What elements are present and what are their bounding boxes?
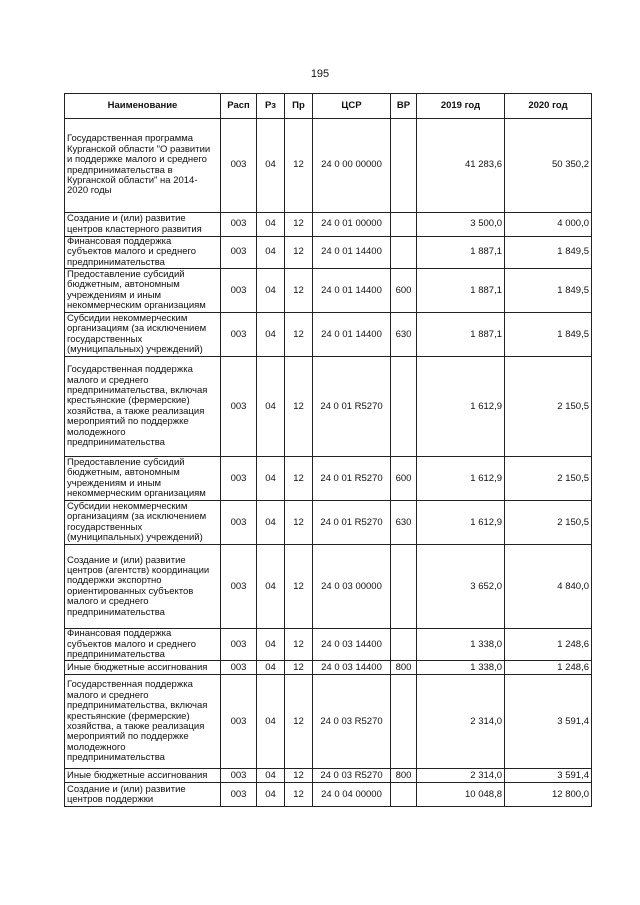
cell-rasp: 003 <box>221 769 257 783</box>
cell-csr: 24 0 01 R5270 <box>313 501 391 545</box>
cell-y2019: 1 887,1 <box>417 313 505 357</box>
cell-rz: 04 <box>257 237 285 269</box>
cell-rz: 04 <box>257 661 285 675</box>
cell-pr: 12 <box>285 545 313 629</box>
cell-name: Финансовая поддержка субъектов малого и среднего предпринимательства <box>65 629 221 661</box>
cell-name: Финансовая поддержка субъектов малого и среднего предпринимательства <box>65 237 221 269</box>
cell-name: Государственная программа Курганской области "О развитии и поддержке малого и среднего предпринимательства в Курганской области" на 2014-2020 годы <box>65 119 221 213</box>
cell-csr: 24 0 03 00000 <box>313 545 391 629</box>
cell-pr: 12 <box>285 213 313 237</box>
table-row <box>65 313 592 357</box>
table-row <box>65 661 592 675</box>
cell-pr: 12 <box>285 629 313 661</box>
table-row <box>65 629 592 661</box>
cell-y2019: 2 314,0 <box>417 675 505 769</box>
cell-name: Создание и (или) развитие центров поддержки <box>65 783 221 807</box>
cell-y2020: 3 591,4 <box>505 675 592 769</box>
cell-pr: 12 <box>285 237 313 269</box>
table-row <box>65 213 592 237</box>
cell-name: Предоставление субсидий бюджетным, автономным учреждениям и иным некоммерческим организациям <box>65 269 221 313</box>
cell-csr: 24 0 04 00000 <box>313 783 391 807</box>
table-row <box>65 237 592 269</box>
header-csr: ЦСР <box>313 94 391 119</box>
cell-rz: 04 <box>257 675 285 769</box>
cell-name: Иные бюджетные ассигнования <box>65 661 221 675</box>
cell-rasp: 003 <box>221 457 257 501</box>
cell-pr: 12 <box>285 783 313 807</box>
cell-pr: 12 <box>285 313 313 357</box>
cell-vr <box>391 213 417 237</box>
cell-y2019: 1 338,0 <box>417 629 505 661</box>
cell-pr: 12 <box>285 357 313 457</box>
cell-rz: 04 <box>257 357 285 457</box>
cell-pr: 12 <box>285 269 313 313</box>
table-row <box>65 119 592 213</box>
cell-rasp: 003 <box>221 661 257 675</box>
header-rasp: Расп <box>221 94 257 119</box>
header-vr: ВР <box>391 94 417 119</box>
cell-y2019: 1 612,9 <box>417 501 505 545</box>
cell-csr: 24 0 01 14400 <box>313 237 391 269</box>
cell-vr: 600 <box>391 457 417 501</box>
cell-vr <box>391 357 417 457</box>
budget-table <box>64 93 592 807</box>
header-rz: Рз <box>257 94 285 119</box>
cell-name: Субсидии некоммерческим организациям (за исключением государственных (муниципальных) учреждений) <box>65 501 221 545</box>
cell-csr: 24 0 01 14400 <box>313 313 391 357</box>
cell-vr: 630 <box>391 313 417 357</box>
table-row <box>65 457 592 501</box>
header-2019: 2019 год <box>417 94 505 119</box>
cell-y2020: 3 591,4 <box>505 769 592 783</box>
cell-y2020: 1 849,5 <box>505 313 592 357</box>
cell-rasp: 003 <box>221 213 257 237</box>
cell-csr: 24 0 03 R5270 <box>313 769 391 783</box>
cell-rasp: 003 <box>221 675 257 769</box>
cell-vr <box>391 119 417 213</box>
table-header-row <box>65 94 592 119</box>
cell-csr: 24 0 03 R5270 <box>313 675 391 769</box>
table-row <box>65 545 592 629</box>
cell-y2020: 1 248,6 <box>505 661 592 675</box>
cell-name: Государственная поддержка малого и среднего предпринимательства, включая крестьянские (фермерские) хозяйства, а также реализация мероприятий по поддержке молодежного предпринимательства <box>65 675 221 769</box>
cell-y2020: 1 248,6 <box>505 629 592 661</box>
cell-y2019: 1 612,9 <box>417 357 505 457</box>
cell-vr: 800 <box>391 661 417 675</box>
cell-pr: 12 <box>285 457 313 501</box>
page-number: 195 <box>310 68 330 80</box>
cell-rasp: 003 <box>221 313 257 357</box>
cell-rasp: 003 <box>221 783 257 807</box>
cell-rz: 04 <box>257 457 285 501</box>
cell-rz: 04 <box>257 545 285 629</box>
cell-csr: 24 0 00 00000 <box>313 119 391 213</box>
cell-pr: 12 <box>285 501 313 545</box>
cell-pr: 12 <box>285 769 313 783</box>
cell-pr: 12 <box>285 675 313 769</box>
cell-y2020: 2 150,5 <box>505 357 592 457</box>
cell-name: Государственная поддержка малого и среднего предпринимательства, включая крестьянские (фермерские) хозяйства, а также реализация мероприятий по поддержке молодежного предпринимательства <box>65 357 221 457</box>
cell-pr: 12 <box>285 119 313 213</box>
cell-y2020: 4 000,0 <box>505 213 592 237</box>
cell-vr: 800 <box>391 769 417 783</box>
cell-name: Субсидии некоммерческим организациям (за исключением государственных (муниципальных) учреждений) <box>65 313 221 357</box>
cell-y2019: 3 500,0 <box>417 213 505 237</box>
cell-rz: 04 <box>257 783 285 807</box>
cell-csr: 24 0 01 R5270 <box>313 457 391 501</box>
cell-rz: 04 <box>257 629 285 661</box>
cell-y2020: 2 150,5 <box>505 501 592 545</box>
cell-rasp: 003 <box>221 119 257 213</box>
cell-csr: 24 0 01 R5270 <box>313 357 391 457</box>
cell-y2020: 1 849,5 <box>505 237 592 269</box>
cell-rasp: 003 <box>221 501 257 545</box>
cell-y2019: 3 652,0 <box>417 545 505 629</box>
cell-y2020: 2 150,5 <box>505 457 592 501</box>
cell-vr: 630 <box>391 501 417 545</box>
cell-pr: 12 <box>285 661 313 675</box>
cell-vr <box>391 545 417 629</box>
cell-rasp: 003 <box>221 269 257 313</box>
cell-rasp: 003 <box>221 237 257 269</box>
cell-y2019: 1 612,9 <box>417 457 505 501</box>
cell-vr <box>391 629 417 661</box>
cell-rz: 04 <box>257 213 285 237</box>
cell-rz: 04 <box>257 501 285 545</box>
cell-y2020: 4 840,0 <box>505 545 592 629</box>
cell-csr: 24 0 03 14400 <box>313 629 391 661</box>
header-name: Наименование <box>65 94 221 119</box>
table-row <box>65 357 592 457</box>
cell-rasp: 003 <box>221 629 257 661</box>
cell-csr: 24 0 01 14400 <box>313 269 391 313</box>
cell-name: Иные бюджетные ассигнования <box>65 769 221 783</box>
table-body <box>65 119 592 807</box>
cell-name: Предоставление субсидий бюджетным, автономным учреждениям и иным некоммерческим организациям <box>65 457 221 501</box>
table-row <box>65 675 592 769</box>
cell-rasp: 003 <box>221 545 257 629</box>
header-2020: 2020 год <box>505 94 592 119</box>
table-row <box>65 501 592 545</box>
cell-vr <box>391 783 417 807</box>
cell-y2020: 1 849,5 <box>505 269 592 313</box>
cell-vr <box>391 675 417 769</box>
cell-y2019: 10 048,8 <box>417 783 505 807</box>
cell-y2019: 41 283,6 <box>417 119 505 213</box>
cell-vr: 600 <box>391 269 417 313</box>
cell-y2019: 2 314,0 <box>417 769 505 783</box>
cell-name: Создание и (или) развитие центров (агентств) координации поддержки экспортно ориентированных субъектов малого и среднего предпринимательства <box>65 545 221 629</box>
table-row <box>65 769 592 783</box>
cell-csr: 24 0 01 00000 <box>313 213 391 237</box>
cell-rz: 04 <box>257 769 285 783</box>
cell-rz: 04 <box>257 269 285 313</box>
cell-y2019: 1 887,1 <box>417 269 505 313</box>
cell-csr: 24 0 03 14400 <box>313 661 391 675</box>
table-row <box>65 783 592 807</box>
cell-name: Создание и (или) развитие центров кластерного развития <box>65 213 221 237</box>
cell-rz: 04 <box>257 119 285 213</box>
cell-y2019: 1 887,1 <box>417 237 505 269</box>
cell-y2020: 12 800,0 <box>505 783 592 807</box>
cell-vr <box>391 237 417 269</box>
cell-rz: 04 <box>257 313 285 357</box>
cell-rasp: 003 <box>221 357 257 457</box>
cell-y2019: 1 338,0 <box>417 661 505 675</box>
table-row <box>65 269 592 313</box>
header-pr: Пр <box>285 94 313 119</box>
cell-y2020: 50 350,2 <box>505 119 592 213</box>
